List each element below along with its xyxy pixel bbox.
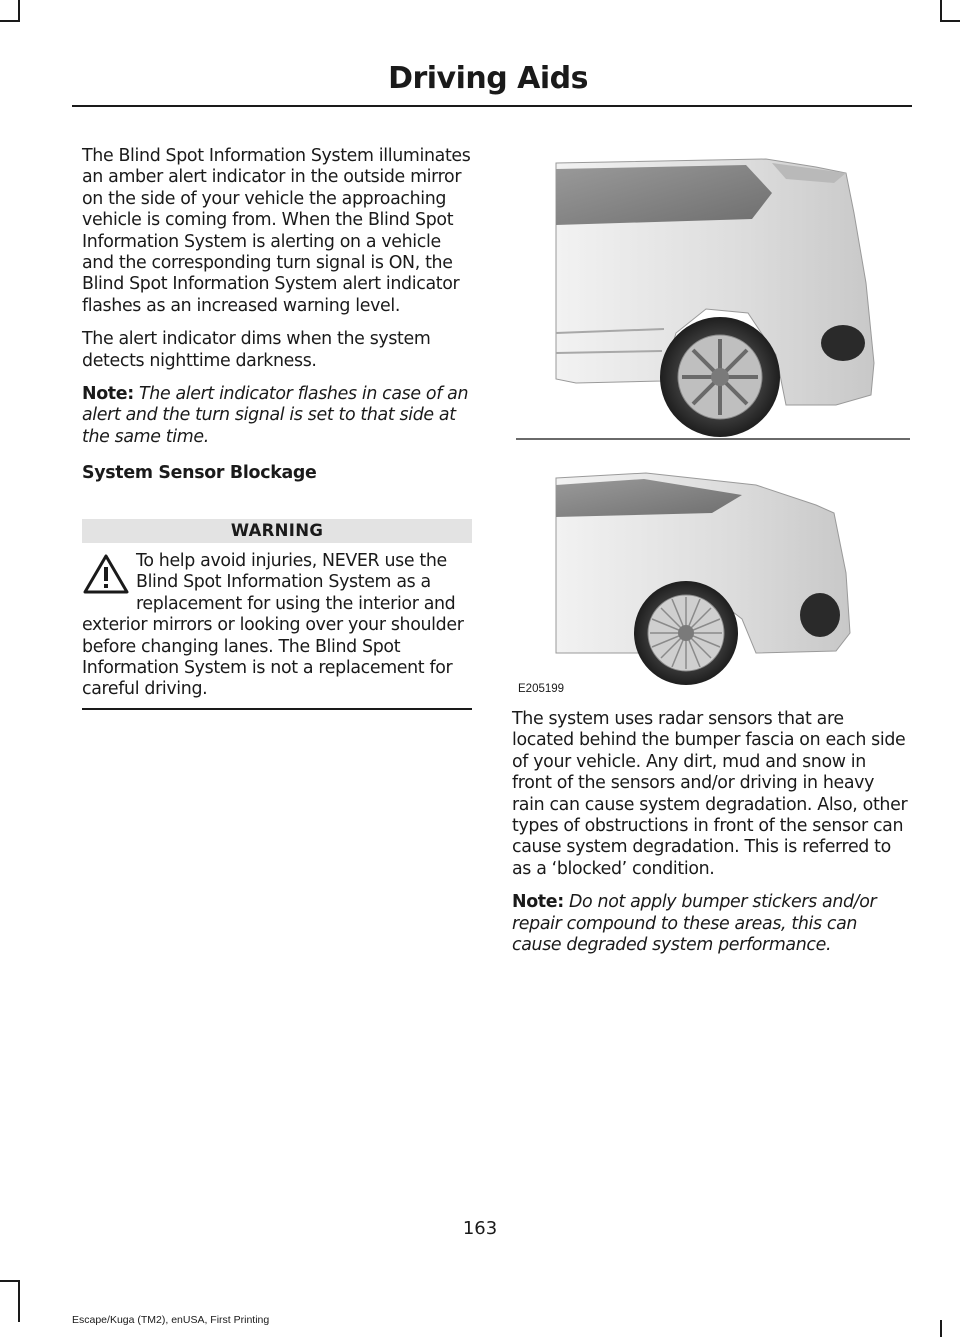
right-column: [512, 709, 908, 968]
page-number: 163: [462, 1218, 498, 1239]
page-title: Driving Aids: [388, 61, 588, 96]
page-footer: Escape/Kuga (TM2), enUSA, First Printing: [72, 1314, 270, 1326]
warning-triangle-icon: [82, 553, 130, 595]
section-heading: System Sensor Blockage: [82, 463, 317, 484]
warning-body: [82, 551, 472, 701]
note-label: Note:: [512, 892, 564, 913]
warning-box: [82, 519, 472, 701]
vehicle-rear-illustration: [516, 133, 910, 703]
note-paragraph: [512, 892, 908, 956]
note-text: Do not apply bumper stickers and/or repair compound to these areas, this can cause degraded system performance.: [512, 892, 877, 956]
warning-title: WARNING: [82, 519, 472, 543]
sedan-illustration: [556, 473, 850, 685]
crop-mark: [940, 20, 960, 22]
dims-paragraph: The alert indicator dims when the system detects nighttime darkness.: [82, 329, 431, 371]
crop-mark: [940, 1320, 942, 1337]
sensor-paragraph: The system uses radar sensors that are located behind the bumper fascia on each side of your vehicle. Any dirt, mud and snow in front of the sensors and/or driving in heavy rain can cause system degradation. Also, other types of obstructions in front of the sensor can cause system degradation. This is referred to as a ‘blocked’ condition.: [512, 709, 908, 879]
note-label: Note:: [82, 384, 134, 405]
left-column: [82, 146, 474, 484]
warning-bottom-rule: [82, 708, 472, 710]
note-text: The alert indicator flashes in case of an alert and the turn signal is set to that side at the same time.: [82, 384, 469, 447]
warning-text: To help avoid injuries, NEVER use the Blind Spot Information System as a replacement for using the interior and exterior mirrors or looking over your shoulder before changing lanes. The Blind Spot Information System is not a replacement for careful driving.: [82, 551, 464, 700]
header-divider: [72, 105, 912, 107]
suv-illustration: [516, 159, 910, 439]
note-paragraph: [82, 384, 474, 448]
intro-paragraph: The Blind Spot Information System illuminates an amber alert indicator in the outside mirror on the side of your vehicle the approaching vehicle is coming from. When the Blind Spot Information System is alerting on a vehicle and the corresponding turn signal is ON, the Blind Spot Information System alert indicator flashes as an increased warning level.: [82, 146, 471, 316]
crop-mark: [940, 0, 942, 22]
crop-mark: [0, 20, 20, 22]
crop-mark: [18, 1280, 20, 1322]
crop-mark: [0, 1280, 20, 1282]
figure-code: E205199: [518, 683, 565, 695]
crop-mark: [18, 0, 20, 22]
